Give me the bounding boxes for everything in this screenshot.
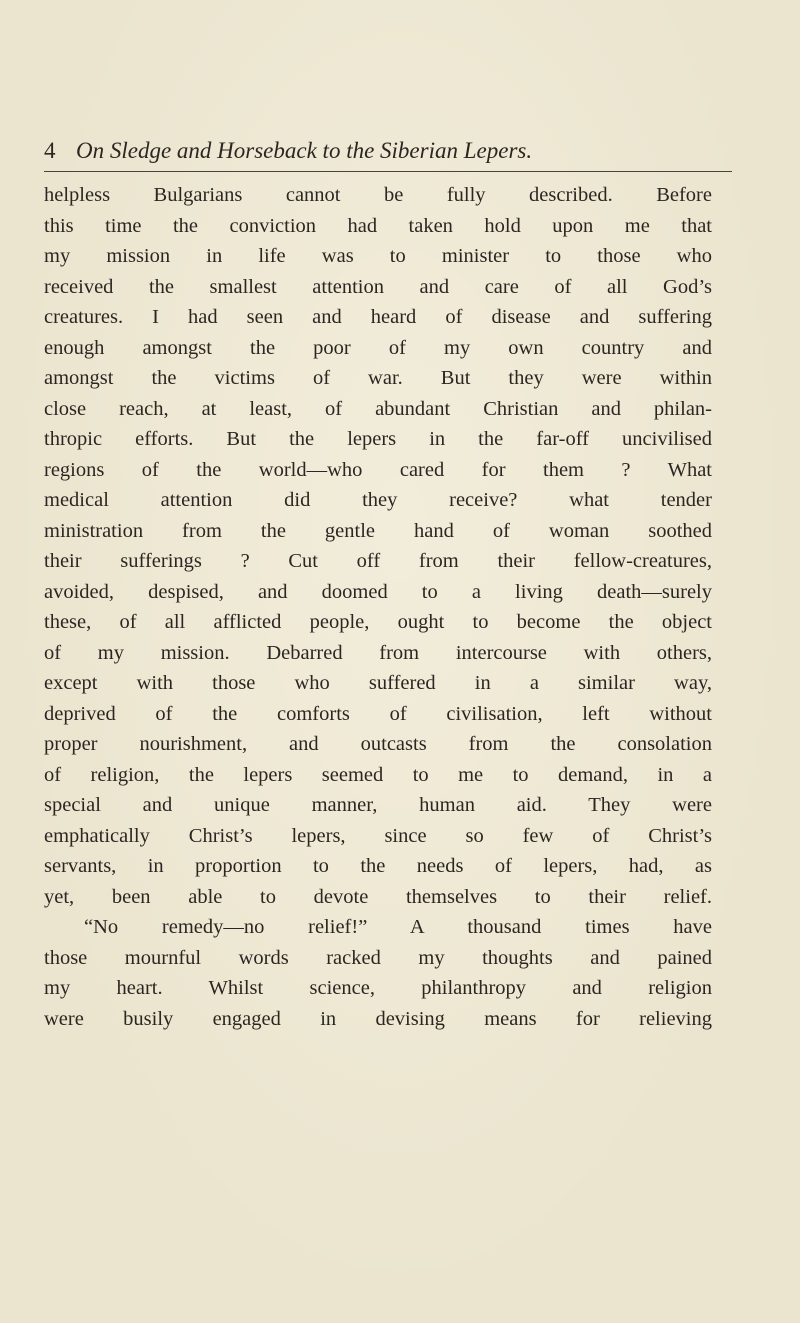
- text-line: were busily engaged in devising means for relieving: [44, 1007, 712, 1030]
- text-line: of religion, the lepers seemed to me to demand, in a: [44, 763, 712, 786]
- text-line: these, of all afflicted people, ought to become the object: [44, 611, 712, 633]
- text-line: my mission in life was to minister to those who: [44, 245, 712, 267]
- text-line: this time the conviction had taken hold upon me that: [44, 214, 712, 237]
- page-header: [44, 137, 764, 165]
- text-line: deprived of the comforts of civilisation, left without: [44, 702, 712, 725]
- body-text: [44, 180, 712, 1034]
- text-line: avoided, despised, and doomed to a living death—surely: [44, 580, 712, 603]
- text-line: yet, been able to devote themselves to their relief.: [44, 885, 712, 908]
- text-line: ministration from the gentle hand of woman soothed: [44, 519, 712, 542]
- text-line: proper nourishment, and outcasts from the consolation: [44, 733, 712, 755]
- running-title: On Sledge and Horseback to the Siberian Lepers.: [76, 138, 533, 163]
- header-rule: [44, 171, 732, 172]
- text-line: regions of the world—who cared for them ? What: [44, 458, 712, 481]
- text-line: medical attention did they receive? what tender: [44, 489, 712, 511]
- text-line: those mournful words racked my thoughts and pained: [44, 946, 712, 969]
- text-line: emphatically Christ’s lepers, since so few of Christ’s: [44, 824, 712, 847]
- text-line: of my mission. Debarred from intercourse with others,: [44, 641, 712, 664]
- text-line: enough amongst the poor of my own country and: [44, 336, 712, 359]
- text-line: helpless Bulgarians cannot be fully described. Before: [44, 184, 712, 206]
- text-line: servants, in proportion to the needs of lepers, had, as: [44, 855, 712, 877]
- paragraph-start-line: “No remedy—no relief!” A thousand times have: [84, 916, 712, 938]
- text-line: their sufferings ? Cut off from their fellow-creatures,: [44, 550, 712, 572]
- text-line: except with those who suffered in a similar way,: [44, 672, 712, 694]
- text-line: creatures. I had seen and heard of disease and suffering: [44, 306, 712, 328]
- text-line: my heart. Whilst science, philanthropy and religion: [44, 977, 712, 999]
- text-line: received the smallest attention and care of all God’s: [44, 275, 712, 298]
- text-line: close reach, at least, of abundant Christian and philan-: [44, 397, 712, 420]
- page-number: 4: [44, 138, 56, 163]
- text-line: amongst the victims of war. But they were within: [44, 367, 712, 389]
- text-line: thropic efforts. But the lepers in the far-off uncivilised: [44, 428, 712, 450]
- text-line: special and unique manner, human aid. They were: [44, 794, 712, 816]
